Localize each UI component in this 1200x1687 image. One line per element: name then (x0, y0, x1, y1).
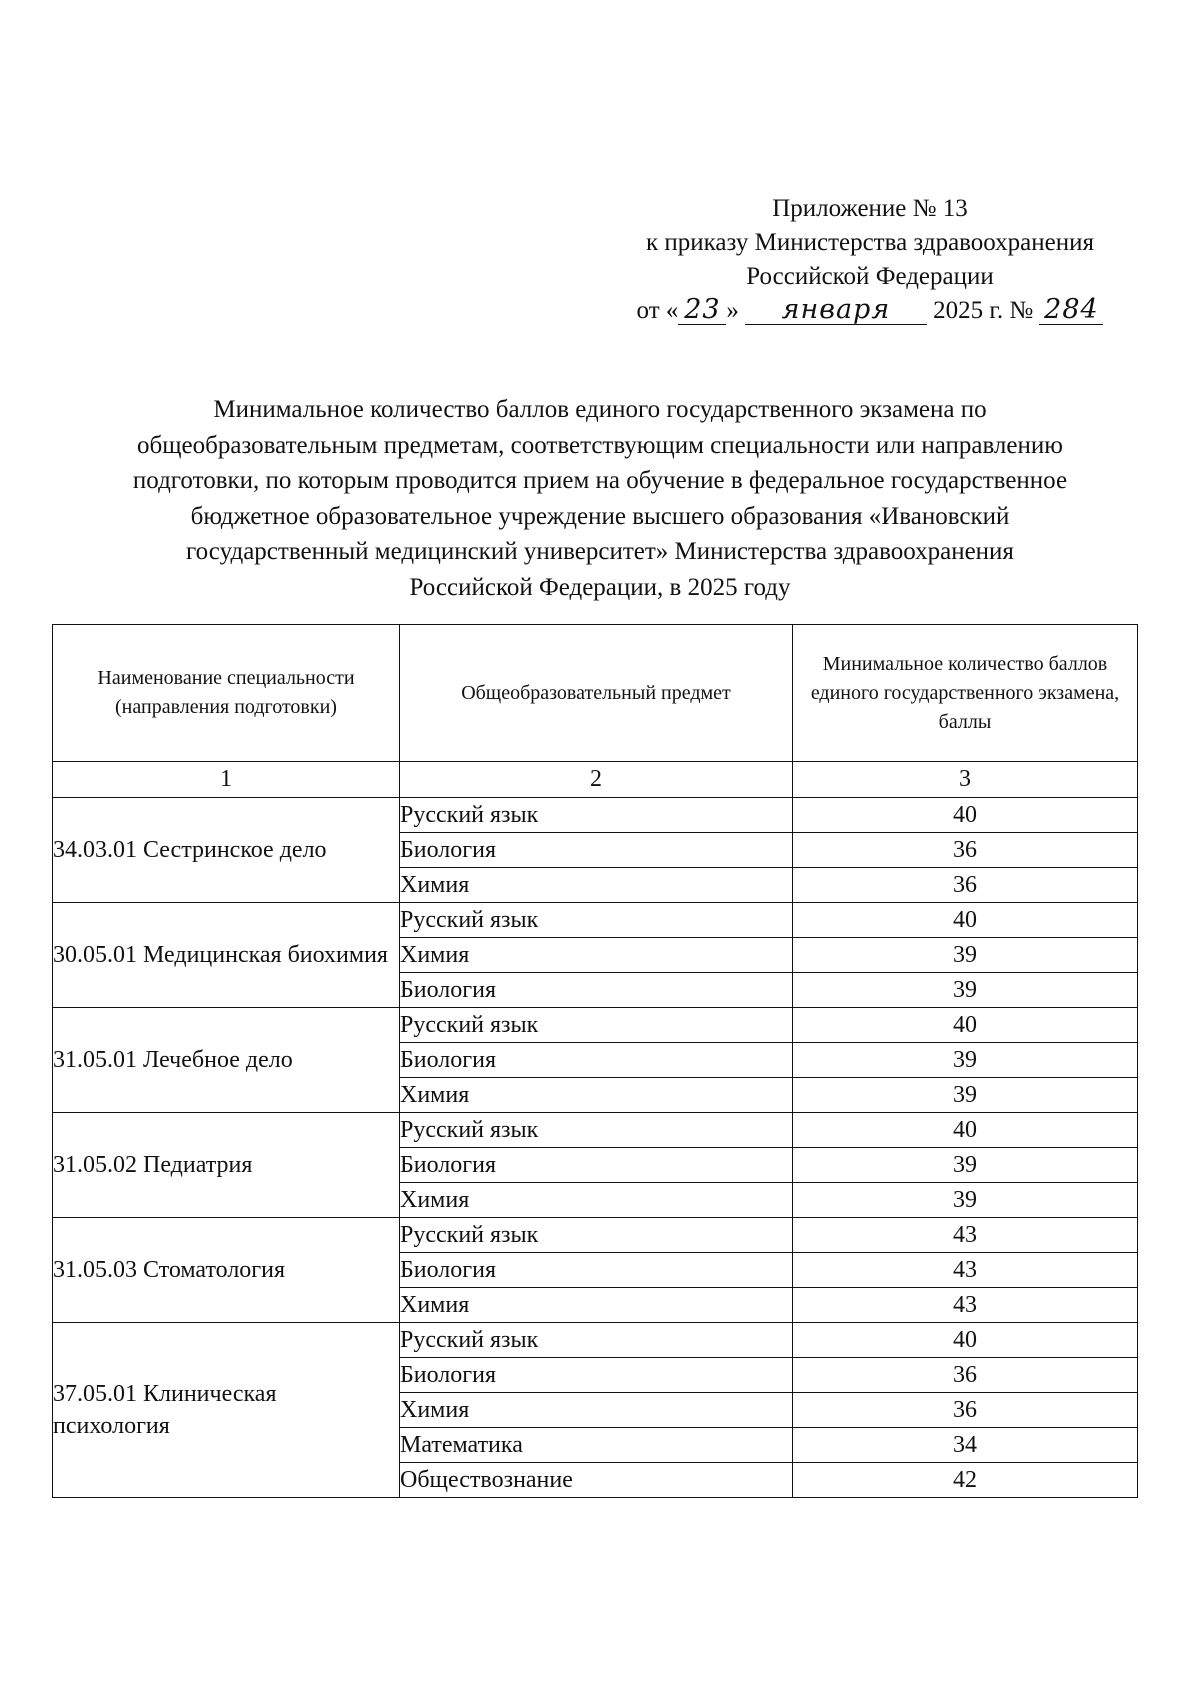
column-number-row (53, 762, 1138, 798)
table-row (53, 798, 1138, 833)
subject-cell: Химия (400, 1183, 793, 1218)
specialty-cell: 30.05.01 Медицинская биохимия (53, 903, 400, 1008)
subject-cell: Химия (400, 938, 793, 973)
score-cell: 40 (793, 1323, 1138, 1358)
column-number: 3 (793, 762, 1138, 798)
specialty-cell: 31.05.02 Педиатрия (53, 1113, 400, 1218)
score-cell: 39 (793, 973, 1138, 1008)
title-line-5: государственный медицинский университет» Министерства здравоохранения (186, 538, 1014, 565)
table-header-row (53, 625, 1138, 762)
specialty-cell: 31.05.03 Стоматология (53, 1218, 400, 1323)
score-cell: 39 (793, 1148, 1138, 1183)
order-date-line (600, 294, 1140, 328)
order-number-handwritten: 284 (1039, 296, 1103, 325)
table-row (53, 1218, 1138, 1253)
table-row (53, 903, 1138, 938)
title-line-1: Минимальное количество баллов единого государственного экзамена по (213, 396, 987, 423)
subject-cell: Русский язык (400, 1008, 793, 1043)
subject-cell: Химия (400, 868, 793, 903)
score-cell: 40 (793, 903, 1138, 938)
subject-cell: Биология (400, 1043, 793, 1078)
score-cell: 36 (793, 1393, 1138, 1428)
appendix-number: Приложение № 13 (772, 195, 968, 222)
date-day-handwritten: 23 (678, 296, 726, 325)
subject-cell: Математика (400, 1428, 793, 1463)
column-header-specialty: Наименование специальности (направления подготовки) (53, 625, 400, 762)
score-cell: 42 (793, 1463, 1138, 1498)
column-header-subject: Общеобразовательный предмет (400, 625, 793, 762)
subject-cell: Биология (400, 833, 793, 868)
subject-cell: Химия (400, 1393, 793, 1428)
subject-cell: Биология (400, 1358, 793, 1393)
subject-cell: Русский язык (400, 903, 793, 938)
score-cell: 39 (793, 1183, 1138, 1218)
table-body (53, 798, 1138, 1498)
order-ministry-line: к приказу Министерства здравоохранения (645, 229, 1095, 256)
specialty-cell: 31.05.01 Лечебное дело (53, 1008, 400, 1113)
specialty-cell: 34.03.01 Сестринское дело (53, 798, 400, 903)
score-cell: 36 (793, 833, 1138, 868)
subject-cell: Химия (400, 1078, 793, 1113)
subject-cell: Биология (400, 1253, 793, 1288)
column-number: 2 (400, 762, 793, 798)
score-cell: 40 (793, 798, 1138, 833)
score-cell: 36 (793, 868, 1138, 903)
table-row (53, 1113, 1138, 1148)
date-year: 2025 г. № (933, 297, 1034, 324)
subject-cell: Русский язык (400, 1218, 793, 1253)
specialty-cell: 37.05.01 Клиническая психология (53, 1323, 400, 1498)
title-line-2: общеобразовательным предметам, соответствующим специальности или направлению (137, 431, 1063, 459)
date-sep: » (726, 297, 739, 324)
score-cell: 40 (793, 1008, 1138, 1043)
column-number: 1 (53, 762, 400, 798)
score-cell: 39 (793, 1078, 1138, 1113)
table-row (53, 1008, 1138, 1043)
column-header-min-score: Минимальное количество баллов единого государственного экзамена, баллы (793, 625, 1138, 762)
table-row (53, 1323, 1138, 1358)
score-cell: 43 (793, 1253, 1138, 1288)
date-month-handwritten: января (745, 296, 927, 325)
subject-cell: Русский язык (400, 798, 793, 833)
document-title (58, 392, 1142, 605)
appendix-header (600, 192, 1140, 328)
score-cell: 39 (793, 1043, 1138, 1078)
subject-cell: Обществознание (400, 1463, 793, 1498)
subject-cell: Химия (400, 1288, 793, 1323)
date-prefix: от « (636, 297, 679, 324)
subject-cell: Русский язык (400, 1323, 793, 1358)
title-line-3: подготовки, по которым проводится прием на обучение в федеральное государственное (132, 467, 1068, 494)
subject-cell: Биология (400, 1148, 793, 1183)
scores-table (52, 624, 1138, 1498)
order-country-line: Российской Федерации (746, 263, 994, 290)
score-cell: 39 (793, 938, 1138, 973)
score-cell: 36 (793, 1358, 1138, 1393)
subject-cell: Русский язык (400, 1113, 793, 1148)
subject-cell: Биология (400, 973, 793, 1008)
title-line-6: Российской Федерации, в 2025 году (409, 573, 791, 601)
score-cell: 40 (793, 1113, 1138, 1148)
score-cell: 34 (793, 1428, 1138, 1463)
title-line-4: бюджетное образовательное учреждение высшего образования «Ивановский (190, 502, 1010, 530)
score-cell: 43 (793, 1288, 1138, 1323)
score-cell: 43 (793, 1218, 1138, 1253)
